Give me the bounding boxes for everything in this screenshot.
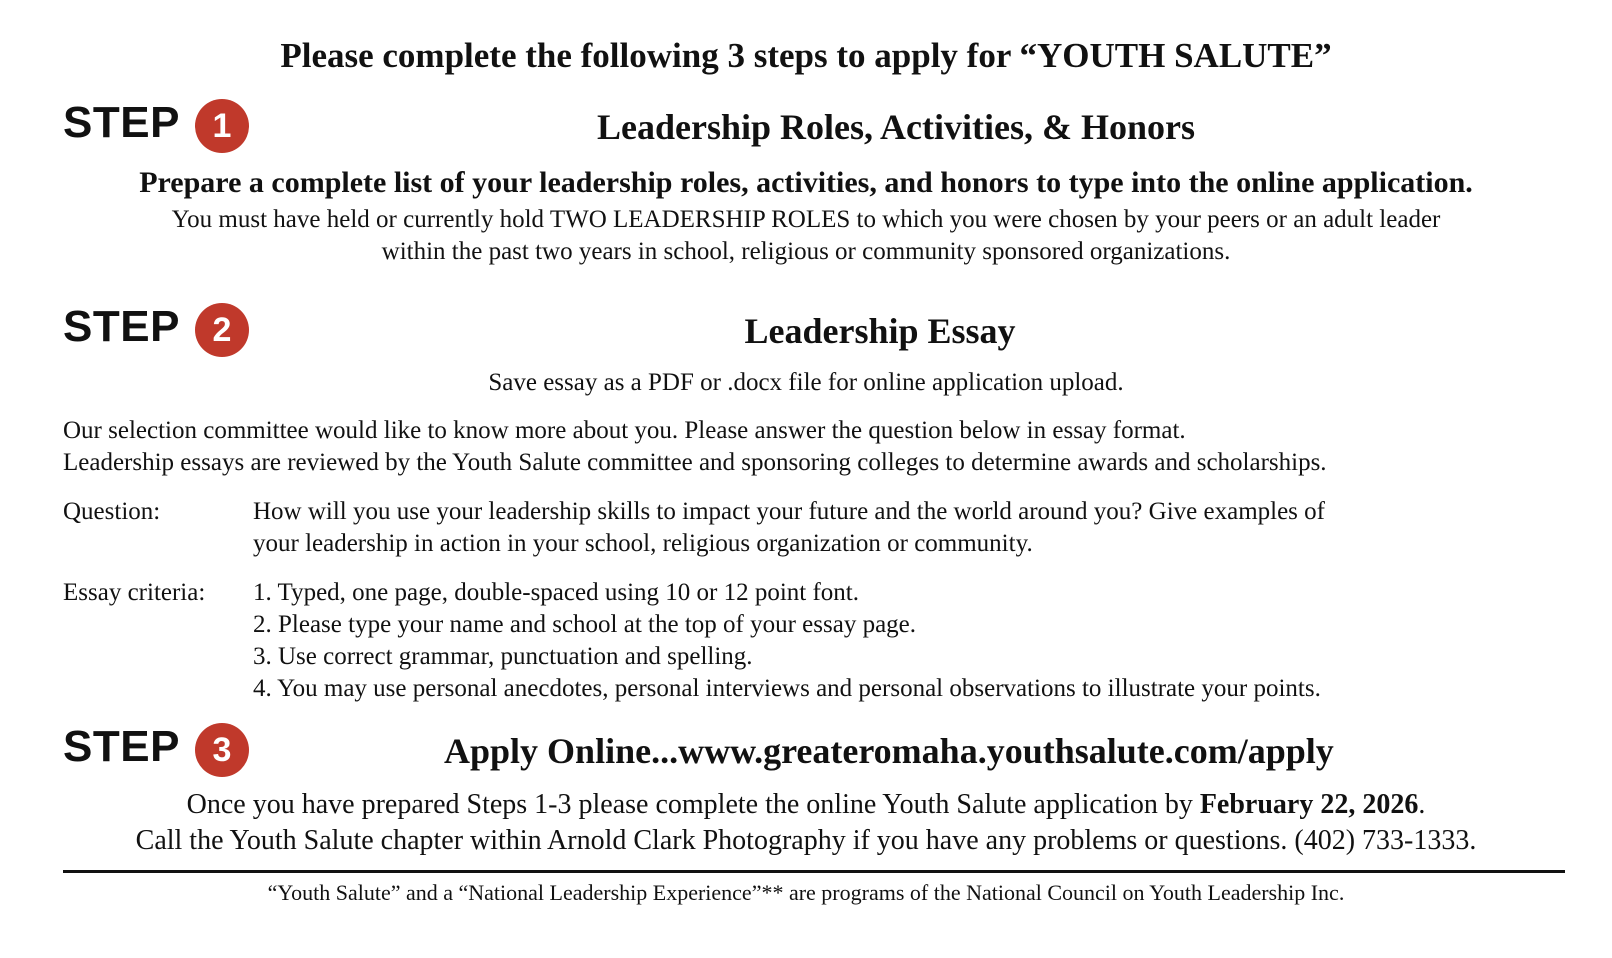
step-1-badge: 1 (195, 99, 249, 153)
step-1-body-line-1: You must have held or currently hold TWO LEADERSHIP ROLES to which you were chosen by your peers or an adult leader (171, 206, 1441, 233)
criteria-list (253, 577, 1321, 705)
step-1-lead: Prepare a complete list of your leadership roles, activities, and honors to type into the online application. (139, 166, 1473, 199)
footer-divider (63, 870, 1565, 873)
step-1-heading: Leadership Roles, Activities, & Honors (597, 107, 1195, 147)
criteria-item-4: 4. You may use personal anecdotes, personal interviews and personal observations to illustrate your points. (253, 675, 1321, 702)
deadline-prefix: Once you have prepared Steps 1-3 please complete the online Youth Salute application by (186, 789, 1200, 820)
criteria-item-2: 2. Please type your name and school at the top of your essay page. (253, 611, 917, 638)
step-2-heading: Leadership Essay (744, 311, 1016, 351)
deadline-date: February 22, 2026 (1199, 789, 1419, 820)
step-3-label: STEP (63, 722, 180, 771)
step-1-body-line-2: within the past two years in school, religious or community sponsored organizations. (381, 238, 1231, 265)
step-3-badge: 3 (195, 723, 249, 777)
footnote: “Youth Salute” and a “National Leadership Experience”** are programs of the National Council on Youth Leadership Inc. (267, 880, 1345, 905)
step-2-intro-line-1: Our selection committee would like to know more about you. Please answer the question below in essay format. (63, 417, 1186, 444)
step-2-label: STEP (63, 302, 180, 351)
page-title: Please complete the following 3 steps to apply for “YOUTH SALUTE” (280, 36, 1332, 75)
step-3-heading: Apply Online...www.greateromaha.youthsalute.com/apply (444, 731, 1334, 771)
deadline-suffix: . (1418, 789, 1426, 820)
criteria-item-3: 3. Use correct grammar, punctuation and spelling. (253, 643, 753, 670)
question-label: Question: (63, 498, 161, 525)
criteria-label: Essay criteria: (63, 579, 206, 606)
criteria-item-1: 1. Typed, one page, double-spaced using 10 or 12 point font. (253, 579, 860, 606)
step-2-intro-line-2: Leadership essays are reviewed by the Youth Salute committee and sponsoring colleges to determine awards and scholarships. (63, 449, 1327, 476)
step-3-contact-line: Call the Youth Salute chapter within Arnold Clark Photography if you have any problems or questions. (402) 733-1333. (135, 825, 1477, 856)
step-3-deadline-line (0, 787, 1612, 823)
step-2-save-note: Save essay as a PDF or .docx file for online application upload. (488, 369, 1124, 396)
question-text (253, 496, 1325, 560)
question-line-1: How will you use your leadership skills to impact your future and the world around you? Give examples of (253, 498, 1325, 525)
step-2-badge: 2 (195, 303, 249, 357)
question-line-2: your leadership in action in your school, religious organization or community. (253, 530, 1033, 557)
step-1-label: STEP (63, 98, 180, 147)
